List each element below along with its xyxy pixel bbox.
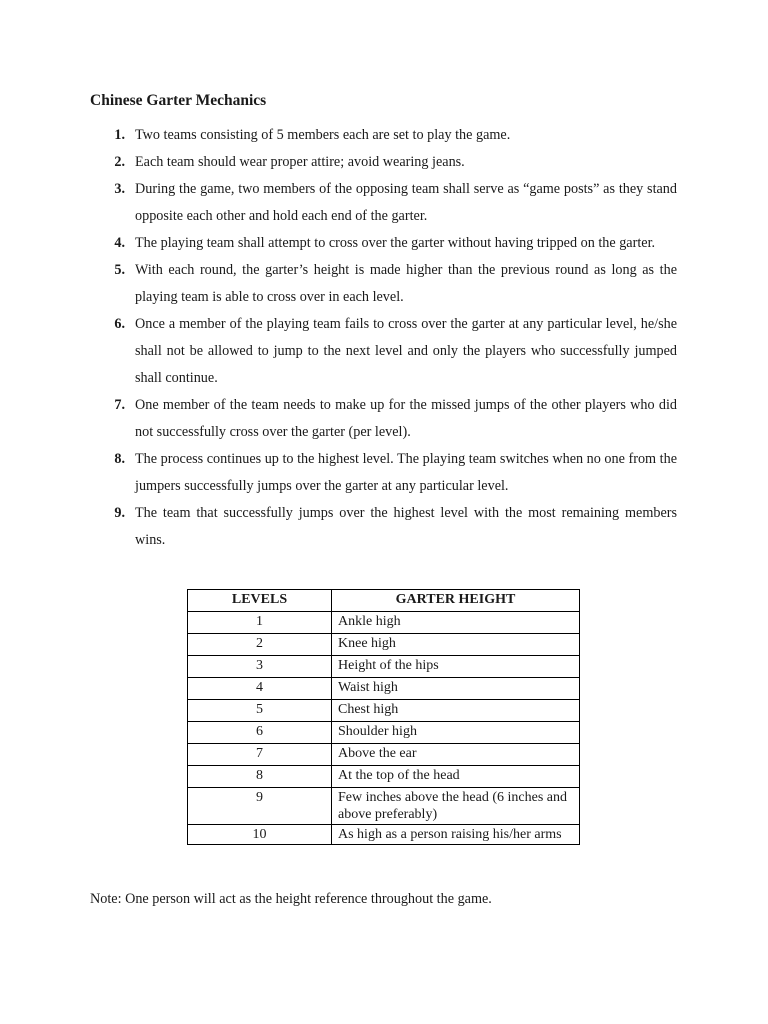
table-row xyxy=(188,612,580,634)
rule-item xyxy=(90,149,677,176)
rules-list xyxy=(90,122,677,554)
rule-item xyxy=(90,446,677,500)
rule-number: 2. xyxy=(114,154,125,170)
rule-item xyxy=(90,176,677,230)
rule-item xyxy=(90,122,677,149)
height-cell: At the top of the head xyxy=(332,766,580,788)
table-row xyxy=(188,700,580,722)
level-cell: 10 xyxy=(188,825,332,845)
rule-text: With each round, the garter’s height is made higher than the previous round as long as the playing team is able to cross over in each level. xyxy=(135,262,677,305)
rule-number: 3. xyxy=(114,181,125,197)
level-cell: 1 xyxy=(188,612,332,634)
rule-text: Each team should wear proper attire; avoid wearing jeans. xyxy=(135,154,465,170)
rule-text: The playing team shall attempt to cross over the garter without having tripped on the garter. xyxy=(135,235,656,251)
table-row xyxy=(188,825,580,845)
rule-text: Two teams consisting of 5 members each are set to play the game. xyxy=(135,127,511,143)
height-cell: As high as a person raising his/her arms xyxy=(332,825,580,845)
level-cell: 2 xyxy=(188,634,332,656)
document-title: Chinese Garter Mechanics xyxy=(90,92,267,109)
table-row xyxy=(188,766,580,788)
height-cell: Height of the hips xyxy=(332,656,580,678)
rule-number: 8. xyxy=(114,451,125,467)
rule-number: 7. xyxy=(114,397,125,413)
height-cell: Few inches above the head (6 inches and above preferably) xyxy=(332,788,580,825)
table-row xyxy=(188,744,580,766)
table-row xyxy=(188,678,580,700)
rule-text: The team that successfully jumps over the highest level with the most remaining members wins. xyxy=(135,505,677,548)
table-row xyxy=(188,656,580,678)
rule-text: During the game, two members of the opposing team shall serve as “game posts” as they stand opposite each other and hold each end of the garter. xyxy=(135,181,677,224)
height-cell: Shoulder high xyxy=(332,722,580,744)
height-cell: Above the ear xyxy=(332,744,580,766)
rule-text: One member of the team needs to make up for the missed jumps of the other players who did not successfully cross over the garter (per level). xyxy=(135,397,677,440)
rule-number: 1. xyxy=(114,127,125,143)
rule-number: 4. xyxy=(114,235,125,251)
level-cell: 6 xyxy=(188,722,332,744)
height-cell: Waist high xyxy=(332,678,580,700)
garter-levels-table xyxy=(187,589,580,845)
table-row xyxy=(188,634,580,656)
level-cell: 3 xyxy=(188,656,332,678)
rule-text: Once a member of the playing team fails to cross over the garter at any particular level, he/she shall not be allowed to jump to the next level and only the players who successfully jumped shall continue. xyxy=(135,316,677,386)
levels-column-header: LEVELS xyxy=(188,590,332,612)
level-cell: 7 xyxy=(188,744,332,766)
rule-item xyxy=(90,311,677,392)
table-row xyxy=(188,722,580,744)
height-cell: Ankle high xyxy=(332,612,580,634)
level-cell: 8 xyxy=(188,766,332,788)
rule-item xyxy=(90,392,677,446)
rule-number: 6. xyxy=(114,316,125,332)
level-cell: 4 xyxy=(188,678,332,700)
rule-item xyxy=(90,257,677,311)
table-header-row xyxy=(188,590,580,612)
level-cell: 9 xyxy=(188,788,332,825)
height-cell: Knee high xyxy=(332,634,580,656)
height-cell: Chest high xyxy=(332,700,580,722)
rule-number: 9. xyxy=(114,505,125,521)
garter-height-column-header: GARTER HEIGHT xyxy=(332,590,580,612)
level-cell: 5 xyxy=(188,700,332,722)
rule-item xyxy=(90,230,677,257)
table-row xyxy=(188,788,580,825)
rule-text: The process continues up to the highest level. The playing team switches when no one from the jumpers successfully jumps over the garter at any particular level. xyxy=(135,451,677,494)
footnote: Note: One person will act as the height reference throughout the game. xyxy=(90,891,492,907)
rule-item xyxy=(90,500,677,554)
rule-number: 5. xyxy=(114,262,125,278)
